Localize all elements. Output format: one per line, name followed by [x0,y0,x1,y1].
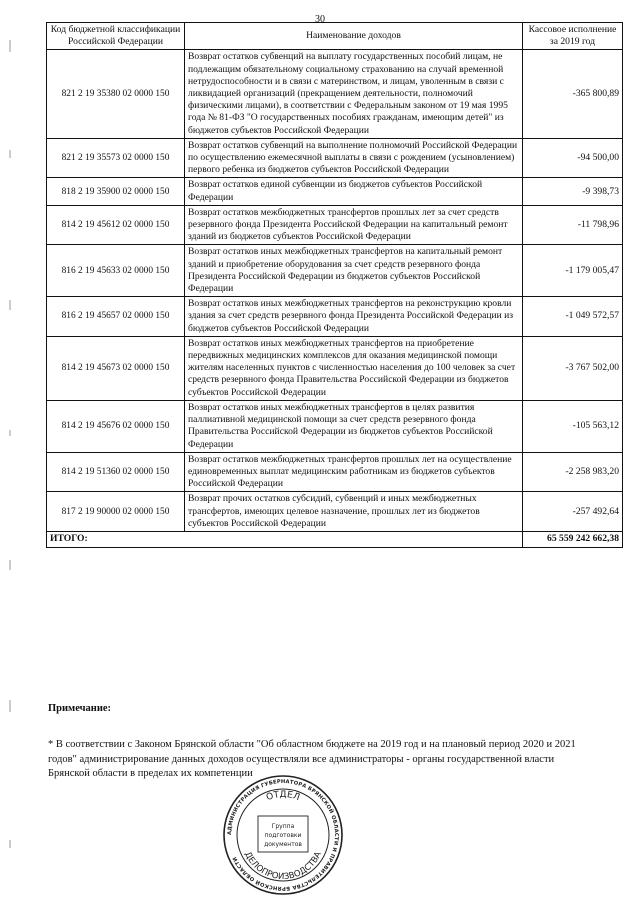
row-name: Возврат остатков субвенций на выплату государственных пособий лицам, не подлежащим обязательному социальному страхованию на случай временной нетрудоспособности и в связи с материнством, и лицам, уволенным в связи с ликвидацией организаций (прекращением деятельности, полномочий физическими лицами), в соответствии с Федеральным законом от 19 мая 1995 года № 81-ФЗ "О государственных пособиях гражданам, имеющим детей" из бюджетов субъектов Российской Федерации [185,50,523,138]
total-label: ИТОГО: [47,531,523,547]
row-code: 814 2 19 45676 02 0000 150 [47,400,185,452]
row-name: Возврат остатков межбюджетных трансфертов прошлых лет на осуществление единовременных выплат медицинским работникам из бюджетов субъектов Российской Федерации [185,452,523,492]
stamp-center-line-2: подготовки [264,832,302,839]
stamp-inner-bottom: ДЕЛОПРОИЗВОДСТВА [242,850,324,883]
row-code: 816 2 19 45633 02 0000 150 [47,245,185,297]
table-row [47,492,623,532]
table-row [47,245,623,297]
row-name: Возврат остатков иных межбюджетных трансфертов на капитальный ремонт зданий и приобретение оборудования за счет средств резервного фонда Президента Российской Федерации из бюджетов субъектов Российской Федерации [185,245,523,297]
row-amount: -2 258 983,20 [523,452,623,492]
table-row [47,452,623,492]
row-code: 816 2 19 45657 02 0000 150 [47,297,185,337]
row-code: 814 2 19 45673 02 0000 150 [47,336,185,400]
official-stamp [222,774,344,896]
row-amount: -11 798,96 [523,205,623,245]
row-name: Возврат остатков субвенций на выполнение полномочий Российской Федерации по осуществлению ежемесячной выплаты в связи с рождением (усыновлением) первого ребенка из бюджетов субъектов Российской Федерации [185,138,523,178]
row-code: 821 2 19 35573 02 0000 150 [47,138,185,178]
row-name: Возврат остатков межбюджетных трансфертов прошлых лет за счет средств резервного фонда Президента Российской Федерации на капитальный ремонт зданий из бюджетов субъектов Российской Федерации [185,205,523,245]
row-code: 817 2 19 90000 02 0000 150 [47,492,185,532]
row-amount: -3 767 502,00 [523,336,623,400]
table-row [47,138,623,178]
row-name: Возврат прочих остатков субсидий, субвенций и иных межбюджетных трансфертов, имеющих целевое назначение, прошлых лет из бюджетов субъектов Российской Федерации [185,492,523,532]
row-amount: -105 563,12 [523,400,623,452]
row-name: Возврат остатков иных межбюджетных трансфертов на реконструкцию кровли здания за счет средств резервного фонда Президента Российской Федерации из бюджетов субъектов Российской Федерации [185,297,523,337]
svg-text:ОТДЕЛ [265,790,301,803]
total-amount: 65 559 242 662,38 [523,531,623,547]
total-row [47,531,623,547]
stamp-outer-text: АДМИНИСТРАЦИЯ ГУБЕРНАТОРА БРЯНСКОЙ ОБЛАСТИ И ПРАВИТЕЛЬСТВА БРЯНСКОЙ ОБЛАСТИ [226,778,340,892]
table-row [47,178,623,205]
stamp-center-line-3: документов [264,841,302,848]
row-amount: -9 398,73 [523,178,623,205]
row-name: Возврат остатков иных межбюджетных трансфертов на приобретение передвижных медицинских комплексов для оказания медицинской помощи жителям населенных пунктов с численностью населения до 100 человек за счет средств резервного фонда Правительства Российской Федерации из бюджетов субъектов Российской Федерации [185,336,523,400]
table-body [47,50,623,532]
table-row [47,297,623,337]
header-name: Наименование доходов [185,23,523,50]
page-number: 30 [315,14,325,25]
row-amount: -365 800,89 [523,50,623,138]
footnote-text: * В соответствии с Законом Брянской области "Об областном бюджете на 2019 год и на плановый период 2020 и 2021 годов" администрирование данных доходов осуществляли все администраторы - органы государственной власти Брянской области в пределах их компетенции [48,739,576,780]
table-row [47,205,623,245]
row-code: 818 2 19 35900 02 0000 150 [47,178,185,205]
revenue-table [46,22,623,548]
header-amount: Кассовое исполнение за 2019 год [523,23,623,50]
row-amount: -1 179 005,47 [523,245,623,297]
row-amount: -1 049 572,57 [523,297,623,337]
header-code: Код бюджетной классификации Российской Федерации [47,23,185,50]
stamp-center-line-1: Группа [271,823,295,830]
row-code: 814 2 19 45612 02 0000 150 [47,205,185,245]
row-name: Возврат остатков иных межбюджетных трансфертов в целях развития паллиативной медицинской помощи за счет средств резервного фонда Правительства Российской Федерации из бюджетов субъектов Российской Федерации [185,400,523,452]
row-amount: -94 500,00 [523,138,623,178]
row-code: 814 2 19 51360 02 0000 150 [47,452,185,492]
note-title: Примечание: [48,703,112,714]
row-name: Возврат остатков единой субвенции из бюджетов субъектов Российской Федерации [185,178,523,205]
table-row [47,336,623,400]
table-row [47,400,623,452]
row-code: 821 2 19 35380 02 0000 150 [47,50,185,138]
row-amount: -257 492,64 [523,492,623,532]
table-row [47,50,623,138]
stamp-inner-top: ОТДЕЛ [265,789,301,804]
binding-marks [8,0,12,905]
table-header-row [47,23,623,50]
